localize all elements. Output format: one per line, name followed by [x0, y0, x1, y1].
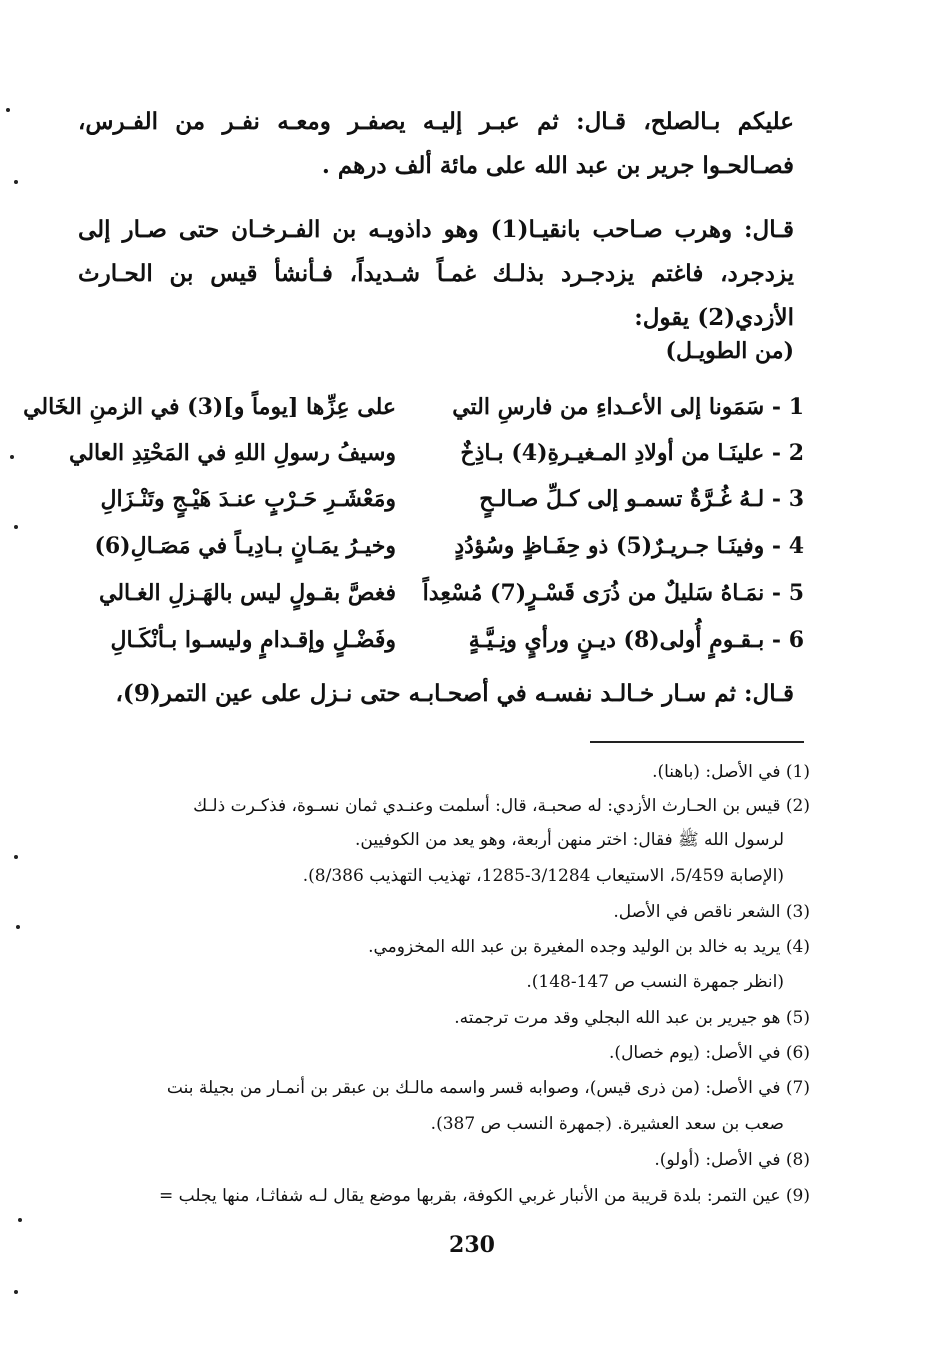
footnote-9: (9) عين التمر: بلدة قريبة من الأنبار غربي الكوفة، بقربها موضع يقال لـه شفاثـا، منها يجلب =: [159, 1186, 810, 1206]
closing-line: قـال: ثم سـار خـالـد نفسـه في أصحـابـه حتى نـزل على عين التمر(9)،: [115, 680, 794, 707]
paragraph-2: قـال: وهرب صـاحب بانقيـا(1) وهو داذويـه بن الفـرخـان حتى صـار إلى يزدجرد، فاغتم يزدجـرد بذلـك غمـاً شـديداً، فـأنشأ قيس بن الحـارث الأزدي(2) يقول:: [78, 216, 794, 331]
footnote-separator: [590, 741, 804, 743]
verse-2-second-hemistich: وسيفُ رسولِ اللهِ في المَحْتِدِ العالي: [68, 440, 396, 466]
footnote-5: (5) هو جيرير بن عبد الله البجلي وقد مرت ترجمته.: [454, 1008, 810, 1028]
verse-4-second-hemistich: وخيـرُ يمَـانٍ بـادِيـاً في مَصَـالِ(6): [94, 533, 396, 559]
page-number: 230: [449, 1232, 495, 1258]
verse-6-second-hemistich: وفَضْـلٍ وإقـدامٍ وليسـوا بـأنْكَـالِ: [110, 627, 396, 653]
footnote-6: (6) في الأصل: (يوم خصال).: [609, 1043, 810, 1063]
scan-speck: [18, 1218, 22, 1222]
footnote-1: (1) في الأصل: (باهنا).: [652, 762, 810, 782]
scan-speck: [14, 1290, 18, 1294]
footnote-4: (4) يريد به خالد بن الوليد وجده المغيرة بن عبد الله المخزومي.: [368, 937, 810, 957]
scan-speck: [14, 180, 18, 184]
footnote-8: (8) في الأصل: (أولو).: [654, 1150, 810, 1170]
footnote-7: (7) في الأصل: (من ذرى قيس)، وصوابه قسر واسمه مالـك بن عبقر بن أنمـار من بجيلة بنت: [166, 1078, 810, 1098]
footnote-4-sources: (انظر جمهرة النسب ص 147-148).: [526, 972, 784, 992]
scan-speck: [10, 455, 14, 459]
scan-speck: [16, 925, 20, 929]
verse-1-second-hemistich: على عِزِّها [يوماً و](3) في الزمنِ الخَالي: [23, 394, 396, 420]
poem-meter-label: (من الطويـل): [665, 338, 794, 364]
footnote-2: (2) قيس بن الحـارث الأزدي: له صحبـة، قال: أسلمت وعنـدي ثمان نسـوة، فذكـرت ذلـك: [193, 796, 810, 816]
verse-6-first-hemistich: 6 - بـقـومٍ أُولى(8) ديـنٍ ورأيٍ ونِـيَّـةٍ: [468, 627, 804, 653]
scan-speck: [14, 525, 18, 529]
verse-3-first-hemistich: 3 - لـهُ غُـرَّةٌ تسمـو إلى كـلِّ صـالـحٍ: [479, 486, 804, 512]
footnote-2-continued: لرسول الله ﷺ فقال: اختر منهن أربعة، وهو يعد من الكوفيين.: [354, 830, 784, 850]
footnote-7-continued: صعب بن سعد العشيرة. (جمهرة النسب ص 387).: [430, 1114, 784, 1134]
verse-1-first-hemistich: 1 - سَمَونا إلى الأعـداءِ من فارسِ التي: [452, 394, 804, 420]
scan-speck: [14, 855, 18, 859]
scan-speck: [6, 108, 10, 112]
footnote-3: (3) الشعر ناقص في الأصل.: [613, 902, 810, 922]
verse-5-first-hemistich: 5 - نمَـاهُ سَليلٌ من ذُرَى قَسْـرٍ(7) مُسْعِداً: [422, 580, 804, 606]
verse-2-first-hemistich: 2 - علينَـا من أولادِ المـغيـرةِ(4) بـاذِخٌ: [460, 440, 804, 466]
verse-4-first-hemistich: 4 - وفينَـا جـريـرٌ(5) ذو حِفَـاظٍ وسُؤدُدٍ: [454, 533, 804, 559]
verse-5-second-hemistich: فغصَّ بقـولٍ ليس بالهَـزلِ الغـالي: [98, 580, 396, 606]
paragraph-1: عليكم بـالصلح، قـال: ثم عبـر إليـه يصفـر ومعـه نفـر من الفـرس، فصـالحـوا جرير بن عبد الله على مائة ألف درهم .: [78, 108, 794, 179]
footnote-2-sources: (الإصابة 5/459، الاستيعاب 3/1284-1285، تهذيب التهذيب 8/386).: [302, 866, 784, 886]
verse-3-second-hemistich: ومَعْشَـرِ حَـرْبٍ عنـدَ هَيْـجٍ وتَنْـزَالِ: [100, 486, 396, 512]
